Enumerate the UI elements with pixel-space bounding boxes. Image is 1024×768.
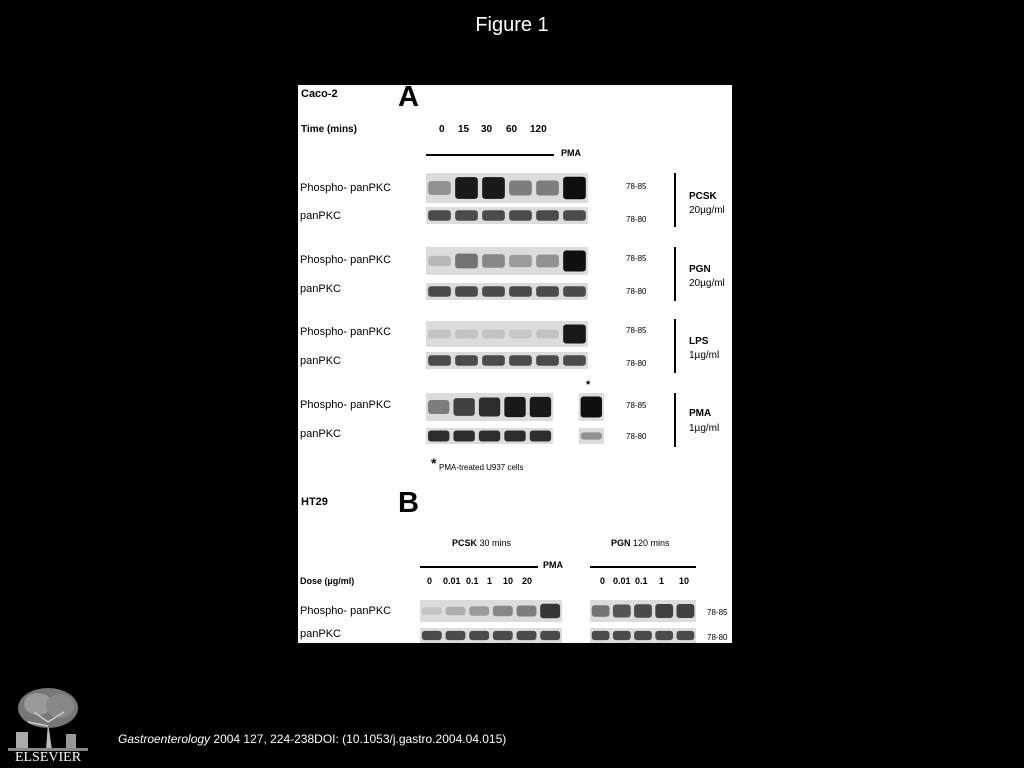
time-point: 15 [458, 124, 470, 135]
blot-band [455, 254, 478, 269]
pgn-header-bold: PGN [611, 538, 631, 548]
footnote-asterisk: * [431, 455, 437, 471]
pcsk-header [452, 538, 511, 548]
dose-label: 20µg/ml [689, 278, 725, 289]
blot-band [504, 397, 525, 417]
blot-image [590, 628, 696, 643]
pgn-dose: 1 [659, 576, 665, 586]
kda-label: 78-85 [626, 326, 647, 335]
pgn-header-time: 120 mins [630, 538, 670, 548]
blot-band [563, 355, 586, 365]
citation-journal: Gastroenterology [118, 732, 211, 746]
blot-band [563, 251, 586, 272]
blot-band [634, 604, 652, 618]
pcsk-header-bold: PCSK [452, 538, 478, 548]
pcsk-dose: 10 [503, 576, 514, 586]
kda-label: 78-85 [626, 401, 647, 410]
blot-image [426, 428, 604, 444]
blot-band [563, 210, 586, 220]
blot-band [446, 631, 466, 640]
blot-band [482, 210, 505, 220]
kda-label: 78-80 [626, 215, 647, 224]
blot-band [581, 432, 602, 439]
pcsk-header-time: 30 mins [477, 538, 512, 548]
blot-band [428, 286, 451, 296]
blot-band [428, 400, 449, 414]
blot-band [563, 325, 586, 344]
blot-band [530, 431, 551, 442]
blot-image [426, 207, 588, 224]
kda-label: 78-80 [626, 287, 647, 296]
pcsk-dose: 0.1 [466, 576, 479, 586]
blot-band [479, 431, 500, 442]
blot-image [590, 600, 696, 622]
pan-label: panPKC [300, 283, 341, 295]
pgn-dose: 10 [679, 576, 690, 586]
blot-image [426, 173, 588, 203]
blot-band [536, 355, 559, 365]
pan-label: panPKC [300, 210, 341, 222]
blot-band [469, 631, 489, 640]
blot-band [517, 631, 537, 640]
time-point: 0 [439, 124, 445, 135]
blot-band [563, 286, 586, 296]
blot-a-pma-phospho [426, 393, 604, 421]
pgn-header [611, 538, 670, 548]
blot-b-pcsk-pan [420, 628, 562, 643]
kda-label: 78-80 [707, 633, 728, 642]
blot-band [482, 177, 505, 199]
pcsk-dose: 0 [427, 576, 433, 586]
blot-band [592, 631, 610, 640]
blot-band [428, 431, 449, 442]
blot-band [536, 180, 559, 195]
blot-band [493, 631, 513, 640]
treatment-label: PGN [689, 264, 711, 275]
blot-band [428, 355, 451, 365]
blot-a-lps-pan [426, 352, 588, 369]
blot-band [530, 397, 551, 417]
blot-a-pma-pan [426, 428, 604, 444]
blot-empty-lane [553, 428, 578, 444]
blot-image [426, 247, 588, 275]
blot-a-lps-phospho [426, 321, 588, 347]
blot-band [509, 355, 532, 365]
blot-band [517, 605, 537, 616]
pgn-dose: 0 [600, 576, 606, 586]
blot-b-pgn-pan [590, 628, 696, 643]
treatment-label: PCSK [689, 191, 717, 202]
blot-a-pcsk-phospho [426, 173, 588, 203]
blot-band [479, 397, 500, 416]
blot-band [592, 605, 610, 617]
pcsk-dose: 20 [522, 576, 533, 586]
blot-band [453, 398, 474, 416]
blot-a-pcsk-pan [426, 207, 588, 224]
figure-panel [298, 85, 732, 643]
panel-b-cell-line: HT29 [301, 496, 328, 508]
pma-label: PMA [561, 148, 581, 158]
phospho-label: Phospho- panPKC [300, 182, 392, 194]
blot-band [482, 330, 505, 339]
blot-band [540, 631, 560, 640]
blot-band [469, 606, 489, 616]
group-bracket [674, 319, 676, 373]
pgn-dose: 0.1 [635, 576, 648, 586]
blot-band [422, 631, 442, 640]
blot-band [482, 355, 505, 365]
blot-band [509, 255, 532, 267]
group-bracket [674, 247, 676, 301]
blot-band [428, 181, 451, 195]
treatment-label: PMA [689, 408, 712, 419]
dose-label: Dose (µg/ml) [300, 576, 355, 586]
blot-band [428, 210, 451, 220]
blot-band [536, 255, 559, 268]
asterisk-marker: * [586, 379, 591, 391]
blot-b-pgn-phospho [590, 600, 696, 622]
blot-band [509, 210, 532, 220]
blot-band [453, 431, 474, 442]
blot-image [420, 628, 562, 643]
blot-empty-lane [553, 393, 578, 421]
blot-band [634, 631, 652, 640]
blot-band [655, 631, 673, 640]
blot-image [426, 393, 604, 421]
blot-band [540, 604, 560, 619]
slide-title: Figure 1 [475, 14, 549, 36]
blot-band [482, 254, 505, 267]
citation [118, 732, 506, 746]
pma-bar [426, 154, 554, 156]
blot-band [536, 210, 559, 220]
kda-label: 78-80 [626, 432, 647, 441]
blot-band [509, 330, 532, 339]
footnote-text: PMA-treated U937 cells [439, 463, 524, 472]
blot-a-pgn-pan [426, 283, 588, 300]
blot-band [563, 177, 586, 200]
blot-band [676, 604, 694, 618]
phospho-label: Phospho- panPKC [300, 254, 392, 266]
time-label: Time (mins) [301, 124, 357, 135]
dose-label: 1µg/ml [689, 350, 720, 361]
blot-band [536, 286, 559, 296]
blot-band [428, 256, 451, 266]
blot-band [455, 286, 478, 296]
time-point: 120 [530, 124, 547, 135]
blot-image [426, 283, 588, 300]
pcsk-bar [420, 566, 538, 568]
kda-label: 78-85 [626, 254, 647, 263]
pma-label-b: PMA [543, 560, 563, 570]
blot-band [504, 431, 525, 442]
blot-band [613, 631, 631, 640]
panel-b-letter: B [398, 487, 419, 519]
time-point: 30 [481, 124, 493, 135]
blot-b-pcsk-phospho [420, 600, 562, 622]
blot-band [655, 604, 673, 618]
elsevier-wordmark: ELSEVIER [14, 750, 82, 765]
kda-label: 78-80 [626, 359, 647, 368]
blot-band [455, 355, 478, 365]
blot-a-pgn-phospho [426, 247, 588, 275]
blot-band [509, 180, 532, 195]
dose-label: 20µg/ml [689, 205, 725, 216]
blot-band [455, 330, 478, 339]
blot-band [428, 330, 451, 339]
phospho-label: Phospho- panPKC [300, 605, 392, 617]
blot-band [455, 177, 478, 199]
blot-image [426, 321, 588, 347]
blot-image [426, 352, 588, 369]
blot-band [493, 606, 513, 617]
blot-image [420, 600, 562, 622]
pcsk-dose: 1 [487, 576, 493, 586]
blot-band [676, 631, 694, 640]
blot-band [536, 330, 559, 339]
kda-label: 78-85 [707, 608, 728, 617]
time-point: 60 [506, 124, 518, 135]
panel-a-letter: A [398, 85, 419, 113]
blot-band [455, 210, 478, 220]
pcsk-dose: 0.01 [443, 576, 461, 586]
group-bracket [674, 173, 676, 227]
panel-a-cell-line: Caco-2 [301, 88, 338, 100]
pan-label: panPKC [300, 355, 341, 367]
citation-details: 2004 127, 224-238DOI: (10.1053/j.gastro.2004.04.015) [210, 732, 507, 746]
pan-label: panPKC [300, 428, 341, 440]
pgn-dose: 0.01 [613, 576, 631, 586]
kda-label: 78-85 [626, 182, 647, 191]
phospho-label: Phospho- panPKC [300, 326, 392, 338]
dose-label: 1µg/ml [689, 423, 720, 434]
blot-band [581, 397, 602, 418]
blot-band [613, 604, 631, 617]
treatment-label: LPS [689, 336, 709, 347]
blot-band [482, 286, 505, 296]
blot-band [422, 607, 442, 615]
phospho-label: Phospho- panPKC [300, 399, 392, 411]
pgn-bar [590, 566, 696, 568]
group-bracket [674, 393, 676, 447]
blot-band [446, 607, 466, 616]
pan-label: panPKC [300, 628, 341, 640]
blot-band [509, 286, 532, 296]
